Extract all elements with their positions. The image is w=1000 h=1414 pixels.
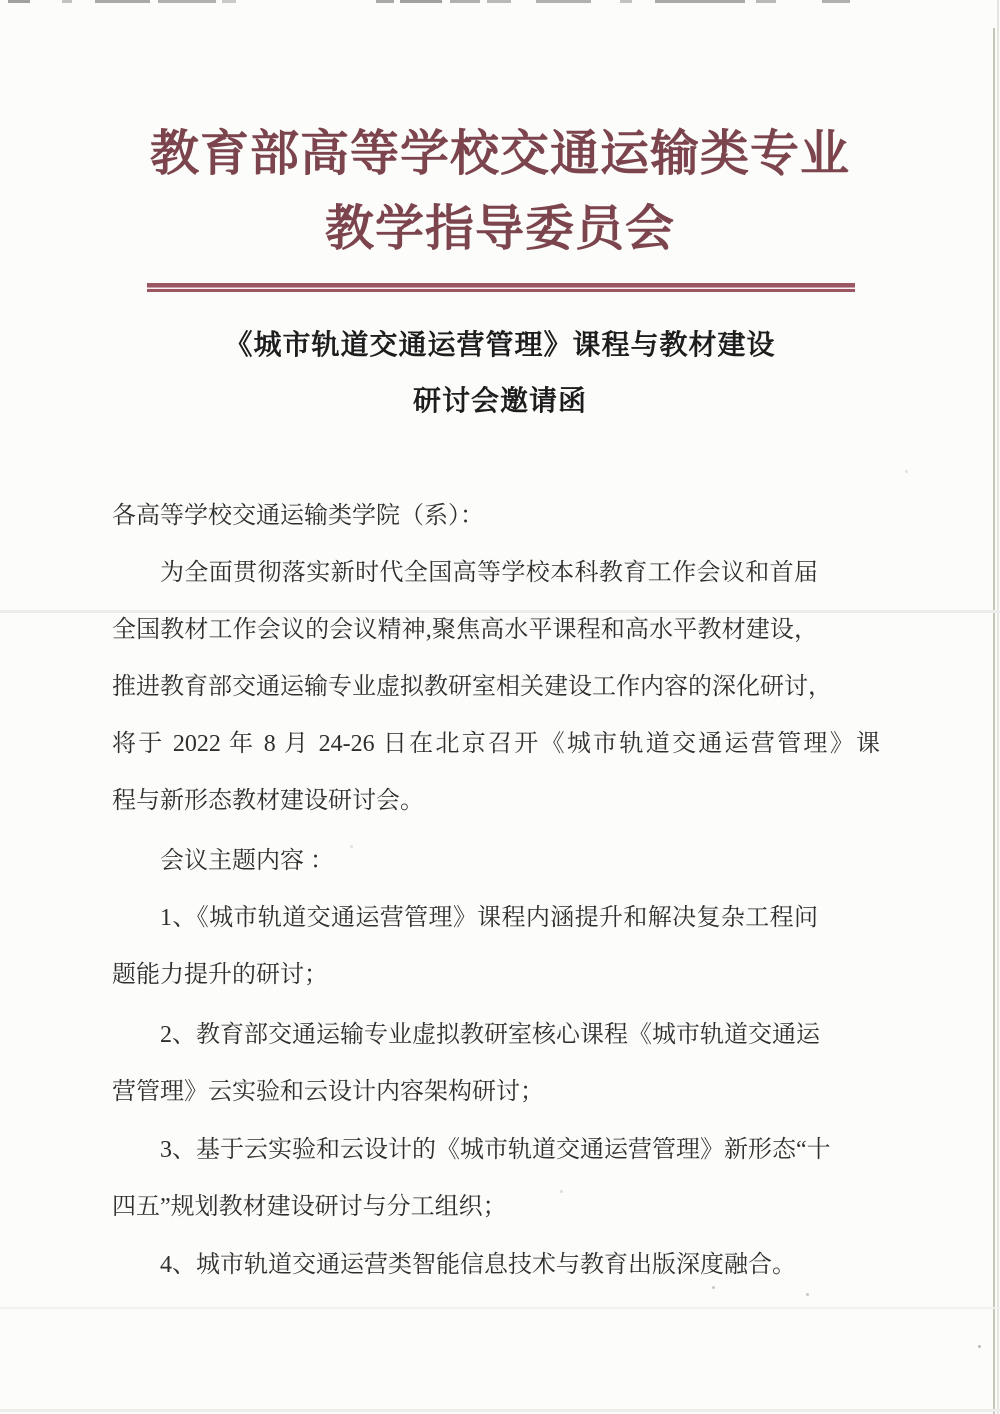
letterhead-org-name-line1: 教育部高等学校交通运输类专业 [149,126,850,181]
text-line: 题能力提升的研讨； [112,962,328,988]
topic-item-4 [112,1237,818,1294]
text-line: 程与新形态教材建设研讨会。 [112,788,424,814]
text-line: 4、城市轨道交通运营类智能信息技术与教育出版深度融合。 [160,1252,796,1278]
salutation: 各高等学校交通运输类学院（系）： [112,503,484,529]
scan-artifact-bottom-edge [0,1409,1000,1412]
scan-artifact-top-edge [0,0,1000,6]
letterhead-divider-rule [147,283,855,292]
document-title-line2: 研讨会邀请函 [412,386,587,417]
text-line: 为全面贯彻落实新时代全国高等学校本科教育工作会议和首届 [160,560,818,586]
text-line: 1、《城市轨道交通运营管理》课程内涵提升和解决复杂工程问 [160,905,818,931]
text-line: 全国教材工作会议的会议精神,聚焦高水平课程和高水平教材建设， [112,617,818,643]
topic-item-1 [112,890,818,1004]
paragraph-intro [112,545,880,830]
letterhead-org-name-line2: 教学指导委员会 [324,201,675,256]
topic-item-3 [112,1122,831,1236]
letterhead [0,116,1000,266]
topics-heading: 会议主题内容 ： [160,848,334,874]
text-line: 营管理》云实验和云设计内容架构研讨； [112,1079,544,1105]
topics-heading-block [112,833,818,890]
text-line: 3、基于云实验和云设计的《城市轨道交通运营管理》新形态“十 [160,1137,831,1163]
document-title [0,318,1000,430]
text-line: 将于 2022 年 8 月 24-26 日在北京召开《城市轨道交通运营管理》课 [112,731,880,757]
text-line: 四五”规划教材建设研讨与分工组织； [112,1194,507,1220]
document-title-line1: 《城市轨道交通运营管理》课程与教材建设 [224,330,776,361]
scan-artifact-streak [0,1307,1000,1309]
topic-item-2 [112,1007,818,1121]
text-line: 2、教育部交通运输专业虚拟教研室核心课程《城市轨道交通运 [160,1022,820,1048]
text-line: 推进教育部交通运输专业虚拟教研室相关建设工作内容的深化研讨， [112,674,832,700]
